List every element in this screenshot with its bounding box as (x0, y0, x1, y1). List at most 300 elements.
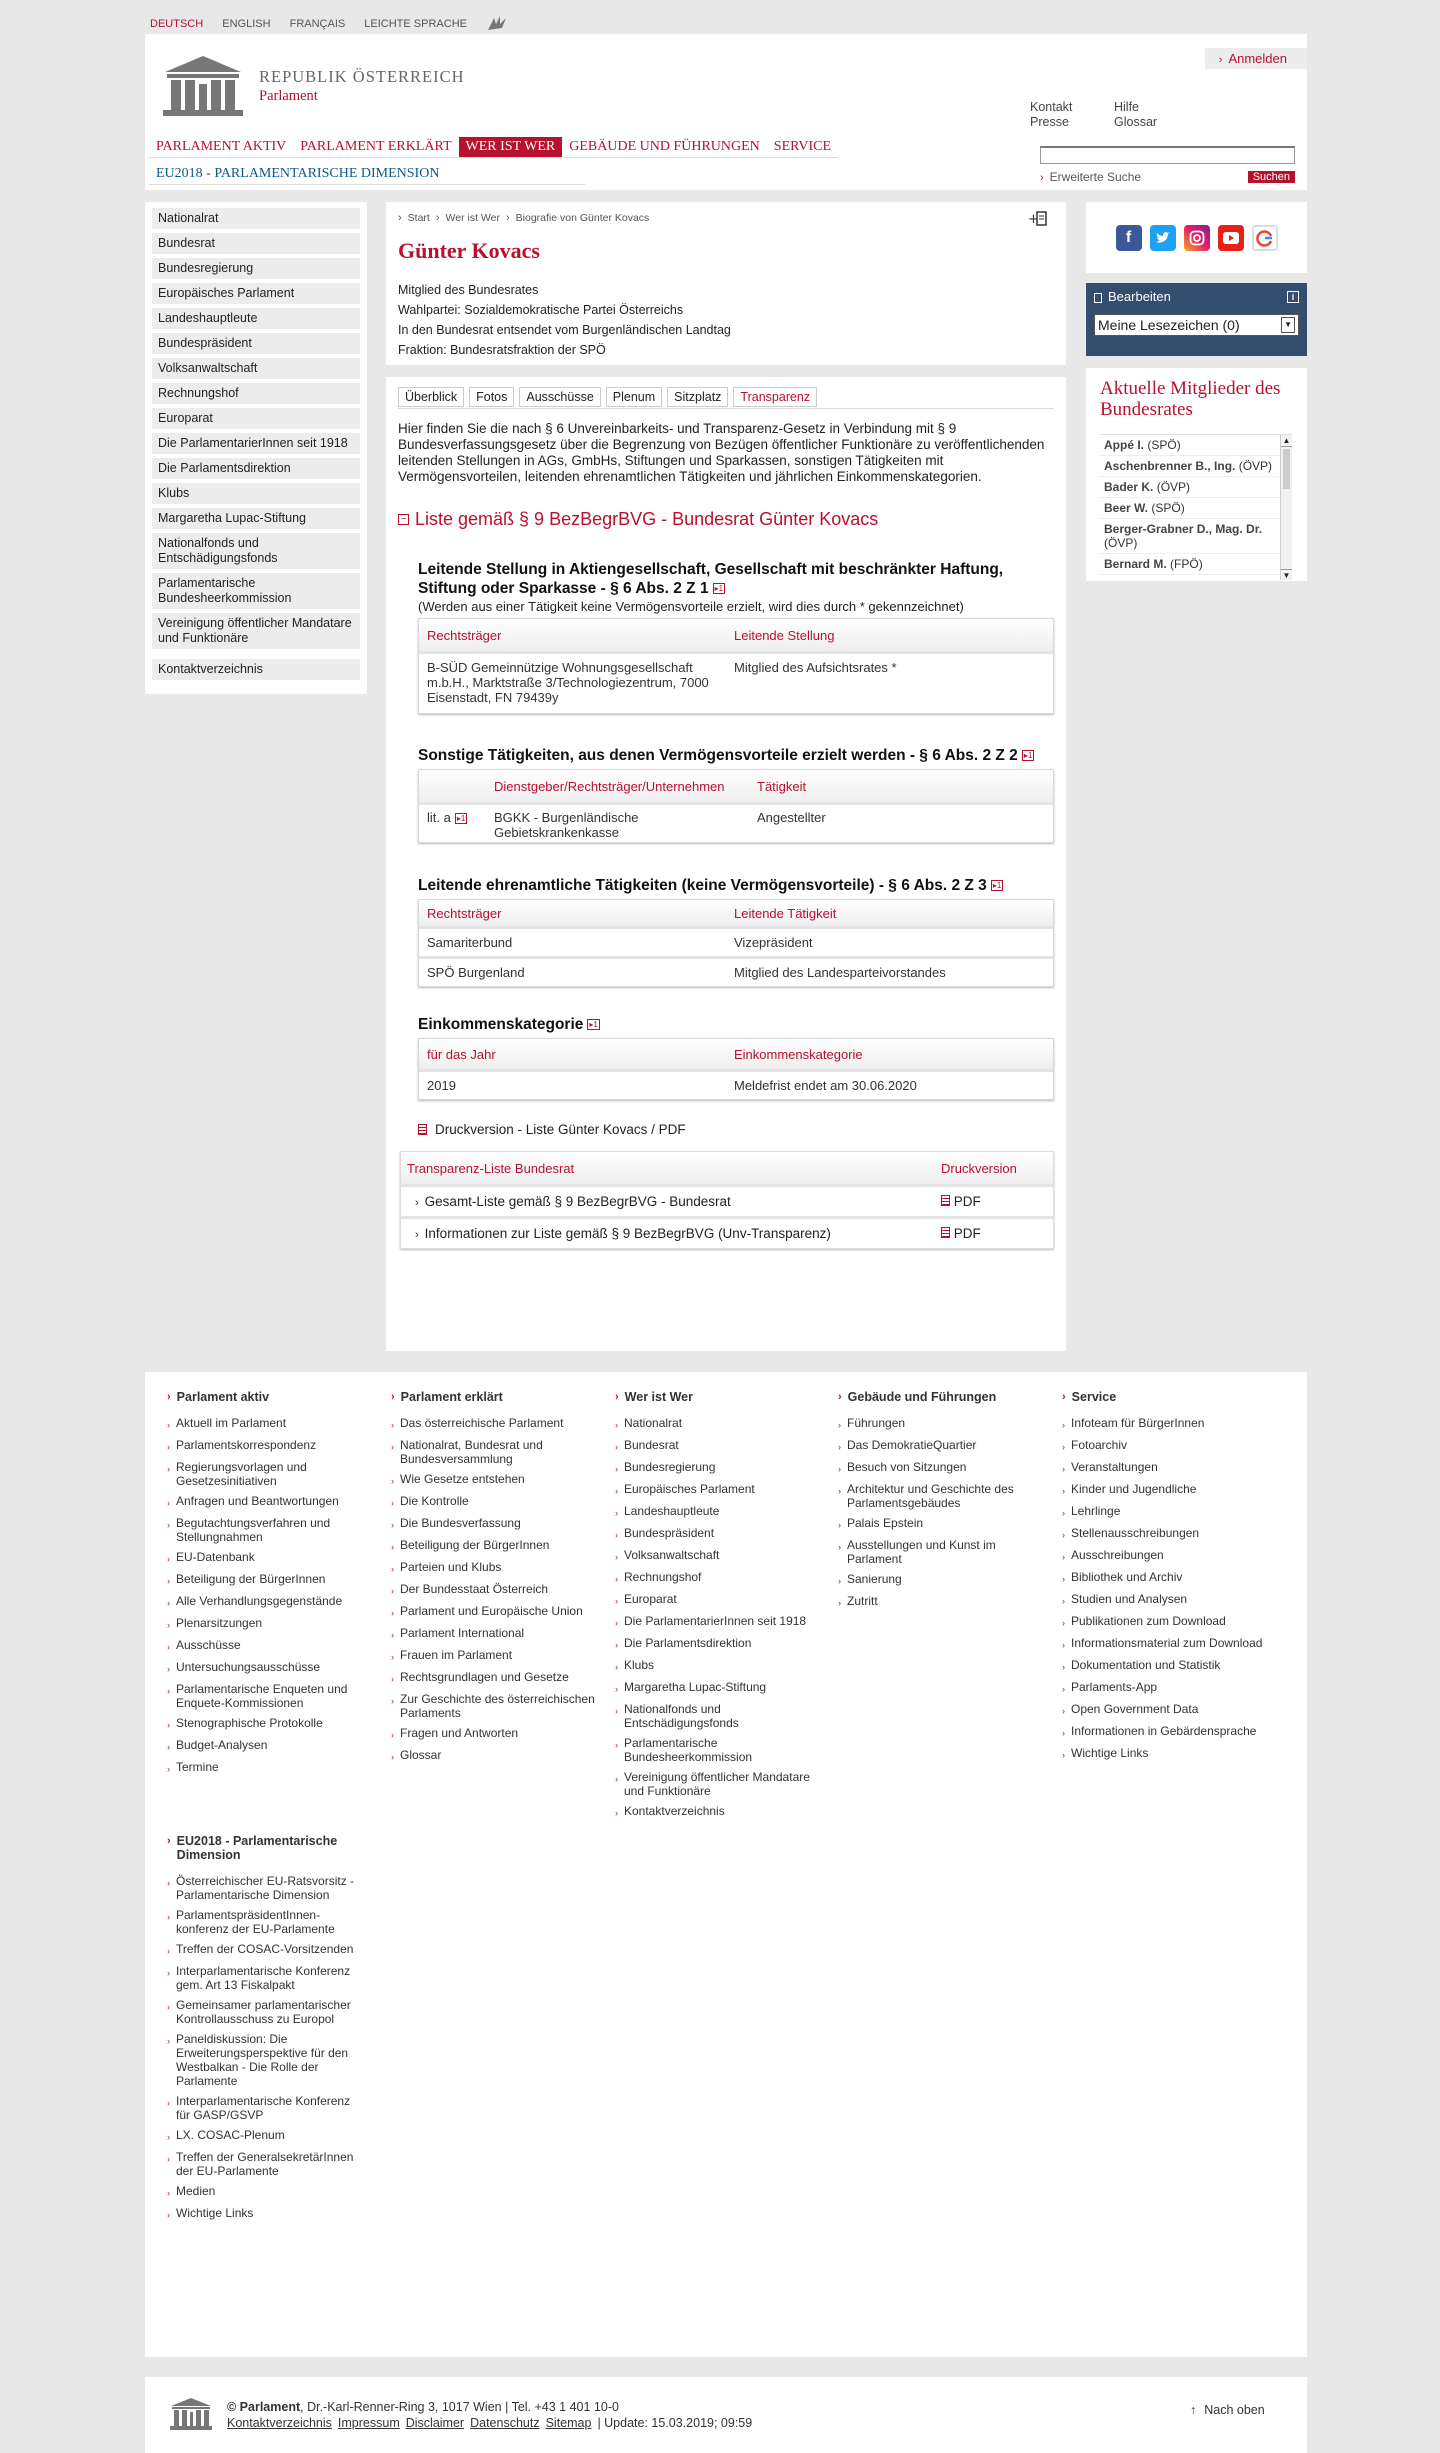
link-kontakt[interactable]: Kontakt (1030, 100, 1073, 114)
chevron-right-icon: › (391, 1608, 394, 1618)
footer-link[interactable]: › Infoteam für BürgerInnen (1062, 1416, 1205, 1430)
table-row (419, 926, 1053, 956)
footer-link-datenschutz[interactable]: Datenschutz (470, 2416, 540, 2430)
footer-info (227, 2399, 752, 2431)
footer-link[interactable]: › Studien und Analysen (1062, 1592, 1188, 1606)
footer-link[interactable]: › EU-Datenbank (167, 1550, 255, 1564)
parliament-logo-small[interactable] (169, 2397, 213, 2434)
footer-link[interactable]: › Das DemokratieQuartier (838, 1438, 977, 1452)
instagram-icon[interactable] (1184, 225, 1210, 251)
chevron-right-icon: › (615, 1618, 618, 1628)
chevron-right-icon: › (1062, 1420, 1065, 1430)
footer-link[interactable]: › Veranstaltungen (1062, 1460, 1158, 1474)
link-hilfe[interactable]: Hilfe (1114, 100, 1140, 114)
footer-link[interactable]: › Glossar (391, 1748, 442, 1762)
header (145, 34, 1307, 190)
chevron-right-icon: › (615, 1508, 618, 1518)
link-presse[interactable]: Presse (1030, 115, 1069, 129)
footer-link[interactable]: › Gemeinsamer parlamentarischer Kontrollausschuss zu Europol (167, 1998, 351, 2026)
footer-link[interactable]: › Wie Gesetze entstehen (391, 1472, 525, 1486)
footer-col-title[interactable]: › Service (1062, 1390, 1117, 1404)
person-membership: Mitglied des Bundesrates (398, 283, 539, 297)
table-row (401, 1216, 1053, 1248)
chevron-right-icon: › (1062, 1596, 1065, 1606)
table-sonstige-taetigkeiten (418, 769, 1054, 843)
section-title: Leitende ehrenamtliche Tätigkeiten (keine Vermögensvorteile) - § 6 Abs. 2 Z 3 ▸1 (418, 877, 1002, 894)
lang-leichte-sprache[interactable]: LEICHTE SPRACHE (364, 18, 467, 31)
tab-fotos[interactable]: Fotos (469, 387, 514, 407)
breadcrumb-start[interactable]: › Start (398, 212, 430, 224)
members-list (1100, 434, 1292, 580)
section-ehrenamtlich (418, 876, 1054, 987)
tab-ausschuesse[interactable]: Ausschüsse (519, 387, 600, 407)
chevron-right-icon: › (1062, 1574, 1065, 1584)
column-header: Leitende Stellung (734, 627, 835, 643)
footer-link[interactable]: › Beteiligung der BürgerInnen (391, 1538, 550, 1552)
person-faction: Fraktion: Bundesratsfraktion der SPÖ (398, 343, 606, 357)
chevron-right-icon: › (1062, 1530, 1065, 1540)
chevron-right-icon: › (167, 2002, 170, 2012)
chevron-right-icon: › (167, 2210, 170, 2220)
bearbeiten-panel (1086, 283, 1307, 356)
footer-link-disclaimer[interactable]: Disclaimer (405, 2416, 465, 2430)
footer-link[interactable]: › Parteien und Klubs (391, 1560, 502, 1574)
chevron-right-icon: › (615, 1391, 619, 1403)
chevron-right-icon: › (167, 1554, 170, 1564)
chevron-right-icon: › (1062, 1750, 1065, 1760)
chevron-right-icon: › (167, 1686, 170, 1696)
logo-title: REPUBLIK ÖSTERREICH (259, 67, 465, 86)
column-header: für das Jahr (427, 1046, 496, 1062)
collapse-icon[interactable]: − (398, 514, 409, 525)
footer-link[interactable]: › Plenarsitzungen (167, 1616, 263, 1630)
section-title: Leitende Stellung in Aktiengesellschaft, Gesellschaft mit beschränkter Haftung, Stiftung oder Sparkasse - § 6 Abs. 2 Z 1 ▸1 (418, 561, 1004, 597)
link-glossar[interactable]: Glossar (1114, 115, 1158, 129)
copyright: © Parlament (227, 2400, 301, 2414)
chevron-right-icon: › (615, 1420, 618, 1430)
footer-link[interactable]: › Publikationen zum Download (1062, 1614, 1226, 1628)
footer-link[interactable]: › Klubs (615, 1658, 655, 1672)
page-title: Günter Kovacs (398, 238, 540, 263)
footer-link[interactable]: › Interparlamentarische Konferenz gem. Art 13 Fiskalpakt (167, 1964, 351, 1992)
table-row (419, 1069, 1053, 1099)
footer-link[interactable]: › Vereinigung öffentlicher Mandatare und Funktionäre (615, 1770, 810, 1798)
chevron-right-icon: › (167, 1498, 170, 1508)
bottom-bar (145, 2377, 1307, 2453)
lang-francais[interactable]: FRANÇAIS (289, 18, 346, 31)
chevron-right-icon: › (838, 1598, 841, 1608)
footer-link[interactable]: › Nationalfonds und Entschädigungsfonds (615, 1702, 739, 1730)
druckversion-link[interactable]: Druckversion - Liste Günter Kovacs / PDF (418, 1122, 1054, 1137)
footer-link[interactable]: › Parlament und Europäische Union (391, 1604, 583, 1618)
footer-link[interactable]: › Zur Geschichte des österreichischen Parlaments (391, 1692, 595, 1720)
footer-link[interactable]: › Aktuell im Parlament (167, 1416, 287, 1430)
footer-link[interactable]: › Volksanwaltschaft (615, 1548, 720, 1562)
footer-link[interactable]: › Rechnungshof (615, 1570, 702, 1584)
table-cell: Mitglied des Landesparteivorstandes (734, 965, 946, 980)
list-item[interactable]: Berger-Grabner D., Mag. Dr. (ÖVP) (1100, 519, 1292, 554)
back-to-top-link[interactable]: ↑ Nach oben (1190, 2403, 1265, 2417)
chevron-right-icon: › (167, 1464, 170, 1474)
footer-link[interactable]: › Fotoarchiv (1062, 1438, 1128, 1452)
parliament-logo-icon (159, 54, 247, 118)
footer-link[interactable]: › Anfragen und Beantwortungen (167, 1494, 339, 1508)
svg-text:+: + (1028, 212, 1039, 227)
footer-link[interactable]: › Besuch von Sitzungen (838, 1460, 967, 1474)
footer-link[interactable]: › Parlamentskorrespondenz (167, 1438, 317, 1452)
chevron-right-icon: › (838, 1542, 841, 1552)
footer-link[interactable]: › Zutritt (838, 1594, 878, 1608)
table-row (419, 802, 1053, 842)
footer-link[interactable]: › Österreichischer EU-Ratsvorsitz - Parlamentarische Dimension (167, 1874, 355, 1902)
sidebar-item-volksanwaltschaft[interactable]: Volksanwaltschaft (152, 358, 360, 379)
footer-col-gebaeude (838, 1390, 1048, 1616)
members-panel (1086, 368, 1307, 581)
chevron-right-icon: › (615, 1530, 618, 1540)
chevron-right-icon: › (615, 1808, 618, 1818)
footer-link[interactable]: › Termine (167, 1760, 219, 1774)
sidebar-item-rechnungshof[interactable]: Rechnungshof (152, 383, 360, 404)
chevron-right-icon: › (838, 1464, 841, 1474)
footer-link[interactable]: › Bundespräsident (615, 1526, 715, 1540)
footer-col-eu2018 (167, 1834, 357, 2228)
column-header: Rechtsträger (427, 627, 502, 643)
table-cell: Samariterbund (427, 935, 513, 950)
sidebar-item-europarat[interactable]: Europarat (152, 408, 360, 429)
table-cell: Meldefrist endet am 30.06.2020 (734, 1078, 917, 1093)
table-row (419, 651, 1053, 713)
footer-link[interactable]: › Architektur und Geschichte des Parlamentsgebäudes (838, 1482, 1014, 1510)
list-item[interactable]: Bader K. (ÖVP) (1100, 477, 1292, 498)
chevron-right-icon: › (1062, 1706, 1065, 1716)
main-nav (149, 137, 838, 158)
chevron-right-icon: › (167, 1764, 170, 1774)
table-cell: Mitglied des Aufsichtsrates * (734, 660, 897, 675)
search-button[interactable]: Suchen (1248, 171, 1295, 183)
footer-link[interactable]: › Interparlamentarische Konferenz für GASP/GSVP (167, 2094, 351, 2122)
footer-link[interactable]: › Stellenausschreibungen (1062, 1526, 1200, 1540)
table-row (419, 956, 1053, 986)
chevron-right-icon: › (391, 1696, 394, 1706)
advanced-search-link[interactable]: › Erweiterte Suche (1040, 170, 1142, 184)
tab-ueberblick[interactable]: Überblick (398, 387, 464, 407)
chevron-right-icon: › (167, 2188, 170, 2198)
chevron-right-icon: › (391, 1752, 394, 1762)
column-header: Einkommenskategorie (734, 1046, 863, 1062)
tab-sitzplatz[interactable]: Sitzplatz (667, 387, 728, 407)
lesezeichen-select[interactable]: Meine Lesezeichen (0) ▼ (1094, 314, 1299, 336)
scrollbar[interactable]: ▲ ▼ (1280, 435, 1292, 580)
column-header: Leitende Tätigkeit (734, 905, 837, 921)
chevron-right-icon: › (838, 1391, 842, 1403)
bookmark-add-icon[interactable] (1028, 210, 1048, 231)
footer-link[interactable]: › Treffen der COSAC-Vorsitzenden (167, 1942, 354, 1956)
sidebar-item-bundespraesident[interactable]: Bundespräsident (152, 333, 360, 354)
pdf-icon (941, 1195, 950, 1206)
tab-transparenz[interactable]: Transparenz (733, 387, 817, 407)
twitter-icon[interactable] (1150, 225, 1176, 251)
footer-link[interactable]: › Kinder und Jugendliche (1062, 1482, 1197, 1496)
footer-link[interactable]: › Regierungsvorlagen und Gesetzesinitiativen (167, 1460, 307, 1488)
nav-eu2018[interactable]: EU2018 - PARLAMENTARISCHE DIMENSION (149, 164, 585, 185)
footer-link[interactable]: › Informationen in Gebärdensprache (1062, 1724, 1257, 1738)
external-link-icon[interactable]: ▸1 (456, 814, 466, 824)
footer-link[interactable]: › ParlamentspräsidentInnen-konferenz der EU-Parlamente (167, 1908, 335, 1936)
arrow-up-icon: ↑ (1190, 2403, 1197, 2417)
parliament-logo[interactable] (159, 54, 465, 118)
chevron-right-icon: › (167, 1968, 170, 1978)
sidebar-item-europaeisches-parlament[interactable]: Europäisches Parlament (152, 283, 360, 304)
nav-service[interactable]: SERVICE (767, 137, 838, 158)
nav-parlament-aktiv[interactable]: PARLAMENT AKTIV (149, 137, 293, 158)
chevron-right-icon: › (167, 1742, 170, 1752)
footer-link-kontaktverzeichnis[interactable]: Kontaktverzeichnis (227, 2416, 332, 2430)
nav-parlament-erklaert[interactable]: PARLAMENT ERKLÄRT (293, 137, 458, 158)
list-item[interactable]: Aschenbrenner B., Ing. (ÖVP) (1100, 456, 1292, 477)
table-einkommenskategorie (418, 1038, 1054, 1100)
gesamt-liste-link[interactable]: › Gesamt-Liste gemäß § 9 BezBegrBVG - Bundesrat (415, 1194, 731, 1209)
chevron-right-icon: › (1062, 1662, 1065, 1672)
intro-text: Hier finden Sie die nach § 6 Unvereinbarkeits- und Transparenz-Gesetz in Verbindung mit § 9 Bundesverfassungsgesetz über die Begrenzung von Bezügen öffentlicher Funktionäre zu veröffentlichenden leitenden Stellungen in AGs, GmbHs, Stiftungen und Sparkassen, sonstigen Tätigkeiten mit Vermögensvorteilen, leitenden ehrenamtlichen Tätigkeiten und jährlichen Einkommenskategorien. (398, 421, 1045, 484)
external-link-icon[interactable]: ▸1 (589, 1020, 598, 1030)
footer-link[interactable]: › Europarat (615, 1592, 677, 1606)
chevron-right-icon: › (167, 1520, 170, 1530)
top-links (1030, 100, 1157, 130)
column-header: Transparenz-Liste Bundesrat (407, 1160, 575, 1176)
chevron-right-icon: › (838, 1520, 841, 1530)
search-input[interactable] (1040, 146, 1295, 164)
members-title: Aktuelle Mitglieder des Bundesrates (1100, 378, 1281, 420)
chevron-right-icon: › (391, 1730, 394, 1740)
footer-col-service (1062, 1390, 1272, 1768)
pdf-link[interactable]: PDF (941, 1194, 981, 1209)
footer-link[interactable]: › Europäisches Parlament (615, 1482, 755, 1496)
external-link-icon[interactable]: ▸1 (992, 881, 1002, 891)
footer-link[interactable]: › Rechtsgrundlagen und Gesetze (391, 1670, 569, 1684)
footer-link[interactable]: › Ausschüsse (167, 1638, 241, 1652)
footer-link[interactable]: › Ausschreibungen (1062, 1548, 1164, 1562)
sidebar-item-vereinigung[interactable]: Vereinigung öffentlicher Mandatare und Funktionäre (152, 613, 360, 649)
footer-link[interactable]: › Parlaments-App (1062, 1680, 1158, 1694)
tab-plenum[interactable]: Plenum (606, 387, 662, 407)
footer-link[interactable]: › Die Parlamentsdirektion (615, 1636, 752, 1650)
chevron-right-icon: › (615, 1706, 618, 1716)
chevron-right-icon: › (391, 1564, 394, 1574)
footer-sitemap (145, 1372, 1307, 2357)
footer-link[interactable]: › Kontaktverzeichnis (615, 1804, 725, 1818)
login-button[interactable]: › Anmelden (1205, 48, 1307, 69)
footer-col-title[interactable]: › Wer ist Wer (615, 1390, 693, 1404)
chevron-right-icon: › (167, 1878, 170, 1888)
footer-col-wer-ist-wer (615, 1390, 825, 1826)
footer-link[interactable]: › Open Government Data (1062, 1702, 1199, 1716)
sidebar-item-klubs[interactable]: Klubs (152, 483, 360, 504)
footer-link[interactable]: › Paneldiskussion: Die Erweiterungsperspektive für den Westbalkan - Die Rolle der Parlamente (167, 2032, 349, 2088)
sign-language-icon[interactable] (486, 14, 510, 35)
chevron-right-icon: › (615, 1464, 618, 1474)
sidebar-item-kontaktverzeichnis[interactable]: Kontaktverzeichnis (152, 659, 360, 680)
footer-link[interactable]: › Die Kontrolle (391, 1494, 469, 1508)
footer-link[interactable]: › Margaretha Lupac-Stiftung (615, 1680, 767, 1694)
pdf-icon (941, 1227, 950, 1238)
footer-link[interactable]: › LX. COSAC-Plenum (167, 2128, 285, 2142)
footer-link[interactable]: › Parlamentarische Enqueten und Enquete-Kommissionen (167, 1682, 348, 1710)
footer-link[interactable]: › Nationalrat (615, 1416, 683, 1430)
table-row (401, 1184, 1053, 1216)
sidebar-item-bundesheerkommission[interactable]: Parlamentarische Bundesheerkommission (152, 573, 360, 609)
chevron-right-icon: › (391, 1586, 394, 1596)
chevron-right-icon: › (167, 1598, 170, 1608)
chevron-right-icon: › (167, 2154, 170, 2164)
footer-link[interactable]: › Bundesrat (615, 1438, 679, 1452)
google-plus-icon[interactable] (1252, 225, 1278, 251)
sidebar-item-parlamentarierinnen[interactable]: Die ParlamentarierInnen seit 1918 (152, 433, 360, 454)
chevron-right-icon: › (167, 2098, 170, 2108)
footer-col-title[interactable]: › Parlament aktiv (167, 1390, 270, 1404)
transparency-content (386, 377, 1066, 1351)
nav-gebaeude-fuehrungen[interactable]: GEBÄUDE UND FÜHRUNGEN (562, 137, 767, 158)
social-links (1086, 202, 1307, 273)
footer-link[interactable]: › Die Bundesverfassung (391, 1516, 521, 1530)
column-header: Druckversion (941, 1160, 1017, 1176)
informationen-liste-link[interactable]: › Informationen zur Liste gemäß § 9 BezBegrBVG (Unv-Transparenz) (415, 1226, 831, 1241)
footer-link[interactable]: › Bibliothek und Archiv (1062, 1570, 1183, 1584)
footer-link[interactable]: › Frauen im Parlament (391, 1648, 513, 1662)
search-box (1040, 146, 1295, 188)
chevron-right-icon: › (1062, 1552, 1065, 1562)
footer-link[interactable]: › Nationalrat, Bundesrat und Bundesversammlung (391, 1438, 543, 1466)
chevron-right-icon: › (838, 1420, 841, 1430)
chevron-right-icon: › (391, 1420, 394, 1430)
chevron-right-icon: › (615, 1574, 618, 1584)
footer-link[interactable]: › Lehrlinge (1062, 1504, 1121, 1518)
footer-link[interactable]: › Informationsmaterial zum Download (1062, 1636, 1263, 1650)
youtube-icon[interactable] (1218, 225, 1244, 251)
footer-link[interactable]: › Palais Epstein (838, 1516, 924, 1530)
chevron-down-icon: ▼ (1281, 317, 1295, 333)
external-link-icon[interactable]: ▸1 (1023, 751, 1033, 761)
chevron-right-icon: › (615, 1640, 618, 1650)
sidebar-item-nationalfonds[interactable]: Nationalfonds und Entschädigungsfonds (152, 533, 360, 569)
chevron-right-icon: › (1062, 1728, 1065, 1738)
facebook-icon[interactable]: f (1116, 225, 1142, 251)
chevron-right-icon: › (167, 2132, 170, 2142)
chevron-right-icon: › (1062, 1618, 1065, 1628)
footer-link[interactable]: › Treffen der GeneralsekretärInnen der EU-Parlamente (167, 2150, 354, 2178)
list-item[interactable]: Beer W. (SPÖ) (1100, 498, 1292, 519)
footer-link-sitemap[interactable]: Sitemap (545, 2416, 592, 2430)
footer-link[interactable]: › Sanierung (838, 1572, 902, 1586)
table-leitende-stellung (418, 618, 1054, 714)
sidebar-item-parlamentsdirektion[interactable]: Die Parlamentsdirektion (152, 458, 360, 479)
table-cell: Vizepräsident (734, 935, 813, 950)
table-cell: 2019 (427, 1078, 456, 1093)
footer-col-title[interactable]: › Parlament erklärt (391, 1390, 503, 1404)
footer-link[interactable]: › Wichtige Links (1062, 1746, 1149, 1760)
table-cell: BGKK - Burgenländische Gebietskrankenkasse (494, 810, 639, 840)
chevron-right-icon: › (1062, 1486, 1065, 1496)
column-header: Dienstgeber/Rechtsträger/Unternehmen (494, 778, 725, 794)
breadcrumb-biografie: › Biografie von Günter Kovacs (505, 212, 650, 224)
chevron-right-icon: › (167, 1664, 170, 1674)
sidebar-item-bundesrat[interactable]: Bundesrat (152, 233, 360, 254)
language-bar (150, 14, 526, 35)
external-link-icon[interactable]: ▸1 (714, 584, 724, 594)
sidebar-item-landeshauptleute[interactable]: Landeshauptleute (152, 308, 360, 329)
column-header: Tätigkeit (757, 778, 807, 794)
chevron-right-icon: › (615, 1662, 618, 1672)
list-item[interactable]: Appé I. (SPÖ) (1100, 435, 1292, 456)
footer-col-title[interactable]: › Gebäude und Führungen (838, 1390, 997, 1404)
footer-link[interactable]: › Bundesregierung (615, 1460, 716, 1474)
chevron-right-icon: › (615, 1596, 618, 1606)
chevron-right-icon: › (1062, 1508, 1065, 1518)
table-ehrenamtlich (418, 899, 1054, 987)
footer-link[interactable]: › Begutachtungsverfahren und Stellungnahmen (167, 1516, 331, 1544)
footer-link[interactable]: › Dokumentation und Statistik (1062, 1658, 1221, 1672)
lang-deutsch[interactable]: DEUTSCH (150, 18, 204, 31)
sidebar-item-bundesregierung[interactable]: Bundesregierung (152, 258, 360, 279)
footer-link[interactable]: › Budget-Analysen (167, 1738, 268, 1752)
footer-link[interactable]: › Wichtige Links (167, 2206, 254, 2220)
section-sonstige-taetigkeiten (418, 746, 1054, 843)
chevron-right-icon: › (1062, 1442, 1065, 1452)
footer-link[interactable]: › Alle Verhandlungsgegenstände (167, 1594, 343, 1608)
chevron-right-icon: › (167, 1720, 170, 1730)
pdf-link[interactable]: PDF (941, 1226, 981, 1241)
bookmark-icon (1094, 293, 1102, 303)
sidebar-item-nationalrat[interactable]: Nationalrat (152, 208, 360, 229)
transparency-list-table (400, 1151, 1054, 1249)
footer-link[interactable]: › Untersuchungsausschüsse (167, 1660, 321, 1674)
table-cell: SPÖ Burgenland (427, 965, 525, 980)
list-item[interactable]: Bernard M. (FPÖ) (1100, 554, 1292, 575)
address: , Dr.-Karl-Renner-Ring 3, 1017 Wien | Tel. +43 1 401 10-0 (300, 2400, 619, 2414)
table-cell: B-SÜD Gemeinnützige Wohnungsgesellschaft m.b.H., Marktstraße 3/Technologiezentrum, 7000 Eisenstadt, FN 79439y (427, 660, 709, 705)
person-tabs (398, 387, 1054, 409)
footer-col-title[interactable]: › EU2018 - Parlamentarische Dimension (167, 1834, 338, 1862)
chevron-right-icon: › (838, 1486, 841, 1496)
footer-link[interactable]: › Die ParlamentarierInnen seit 1918 (615, 1614, 807, 1628)
footer-link[interactable]: › Parlament International (391, 1626, 525, 1640)
footer-link[interactable]: › Ausstellungen und Kunst im Parlament (838, 1538, 996, 1566)
pdf-icon (418, 1124, 427, 1135)
section-title: Einkommenskategorie ▸1 (418, 1016, 598, 1033)
footer-link[interactable]: › Der Bundesstaat Österreich (391, 1582, 549, 1596)
footer-link[interactable]: › Medien (167, 2184, 216, 2198)
footer-col-parlament-aktiv (167, 1390, 377, 1782)
info-icon[interactable]: i (1287, 291, 1299, 303)
list-title[interactable]: − Liste gemäß § 9 BezBegrBVG - Bundesrat Günter Kovacs (398, 509, 1054, 530)
footer-link[interactable]: › Parlamentarische Bundesheerkommission (615, 1736, 753, 1764)
sidebar-item-lupac-stiftung[interactable]: Margaretha Lupac-Stiftung (152, 508, 360, 529)
footer-link[interactable]: › Beteiligung der BürgerInnen (167, 1572, 326, 1586)
footer-link[interactable]: › Das österreichische Parlament (391, 1416, 564, 1430)
chevron-right-icon: › (838, 1576, 841, 1586)
chevron-right-icon: › (167, 1835, 171, 1847)
footer-link[interactable]: › Stenographische Protokolle (167, 1716, 323, 1730)
nav-wer-ist-wer[interactable]: WER IST WER (459, 137, 563, 158)
chevron-right-icon: › (615, 1774, 618, 1784)
footer-link[interactable]: › Fragen und Antworten (391, 1726, 519, 1740)
footer-link[interactable]: › Landeshauptleute (615, 1504, 720, 1518)
chevron-right-icon: › (391, 1542, 394, 1552)
breadcrumb-wer-ist-wer[interactable]: › Wer ist Wer (435, 212, 500, 224)
lang-english[interactable]: ENGLISH (222, 18, 271, 31)
footer-link-impressum[interactable]: Impressum (337, 2416, 400, 2430)
chevron-right-icon: › (167, 1946, 170, 1956)
footer-link[interactable]: › Führungen (838, 1416, 906, 1430)
